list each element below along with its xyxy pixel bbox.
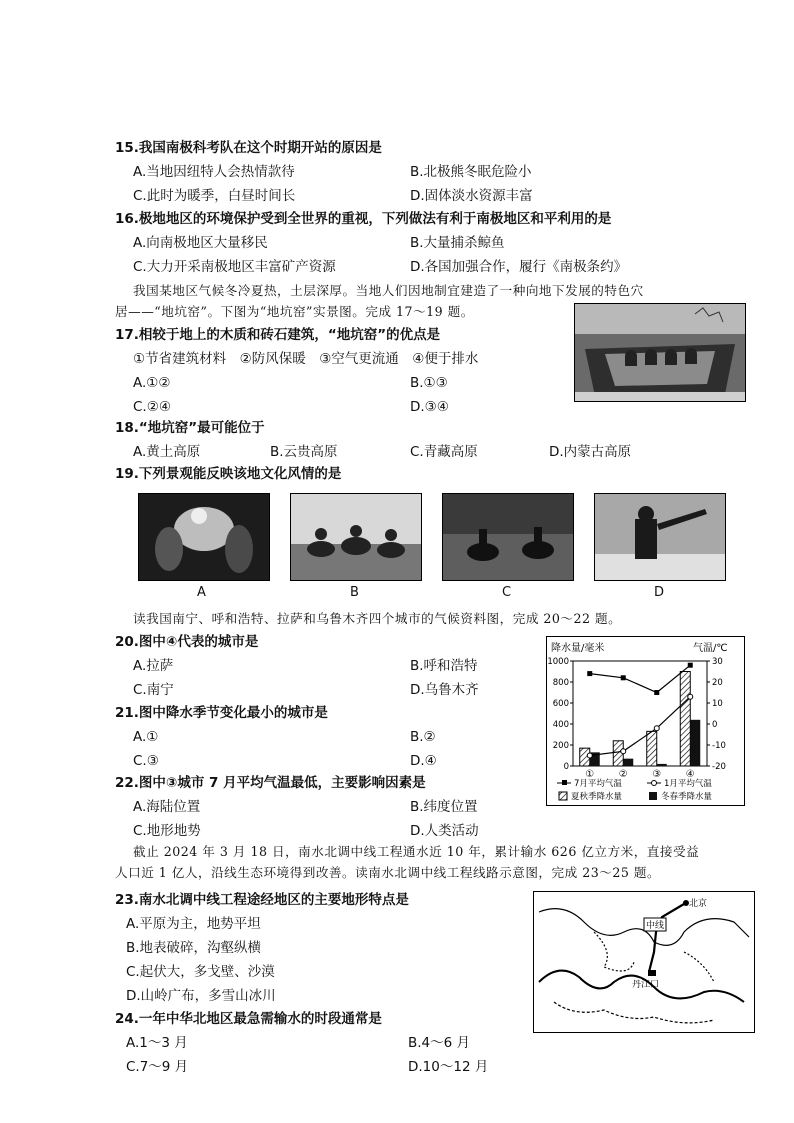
q21-option-b: B.② bbox=[410, 729, 436, 745]
photo-c-horse-riders bbox=[442, 493, 574, 581]
q23-option-a: A.平原为主，地势平坦 bbox=[126, 916, 261, 932]
q15-stem: 15.我国南极科考队在这个时期开站的原因是 bbox=[115, 140, 382, 156]
q21-stem: 21.图中降水季节变化最小的城市是 bbox=[115, 705, 328, 721]
q17-stem: 17.相较于地上的木质和砖石建筑，“地坑窑”的优点是 bbox=[115, 327, 441, 343]
legend-jan-marker bbox=[652, 781, 657, 786]
y-tick-label: 600 bbox=[552, 699, 569, 709]
q18-option-b: B.云贵高原 bbox=[270, 444, 338, 460]
y2-tick-label: -10 bbox=[712, 741, 726, 751]
q17-items: ①节省建筑材料 ②防风保暖 ③空气更流通 ④便于排水 bbox=[133, 351, 479, 367]
route-map bbox=[533, 891, 755, 1033]
q17-option-d: D.③④ bbox=[410, 399, 449, 415]
q23-option-b: B.地表破碎，沟壑纵横 bbox=[126, 940, 262, 956]
q17-option-b: B.①③ bbox=[410, 375, 448, 391]
category-label: ④ bbox=[685, 769, 695, 780]
y2-tick-label: 0 bbox=[712, 720, 718, 730]
photo-label-b: B bbox=[350, 585, 359, 600]
bar-summer-precip bbox=[680, 672, 690, 767]
q23-option-d: D.山岭广布，多雪山冰川 bbox=[126, 988, 276, 1004]
y2-tick-label: 10 bbox=[712, 699, 723, 709]
q22-stem: 22.图中③城市 7 月平均气温最低，主要影响因素是 bbox=[115, 775, 426, 791]
line-jan-temp bbox=[590, 697, 691, 756]
y2-tick-label: -20 bbox=[712, 762, 726, 772]
point-july-temp bbox=[654, 690, 659, 695]
photo-label-c: C bbox=[502, 585, 512, 600]
q16-option-b: B.大量捕杀鲸鱼 bbox=[410, 235, 505, 251]
q15-option-c: C.此时为暖季，白昼时间长 bbox=[133, 188, 296, 204]
q24-option-a: A.1～3 月 bbox=[126, 1035, 188, 1051]
point-july-temp bbox=[621, 675, 626, 680]
intro1-line2: 居——“地坑窑”。下图为“地坑窑”实景图。完成 17～19 题。 bbox=[115, 304, 474, 319]
y2-tick-label: 30 bbox=[712, 657, 723, 667]
point-jan-temp bbox=[621, 749, 626, 754]
intro3-line2: 人口近 1 亿人，沿线生态环境得到改善。读南水北调中线工程线路示意图，完成 23～25 题。 bbox=[115, 865, 661, 880]
intro1-line1: 我国某地区气候冬冷夏热，土层深厚。当地人们因地制宜建造了一种向地下发展的特色穴 bbox=[133, 283, 644, 298]
chart-ylabel: 降水量/毫米 bbox=[551, 643, 605, 654]
photo-b-horse-racing bbox=[290, 493, 422, 581]
map-danjiangkou-marker bbox=[648, 970, 656, 976]
q21-option-a: A.① bbox=[133, 729, 159, 745]
q16-option-c: C.大力开采南极地区丰富矿产资源 bbox=[133, 259, 336, 275]
climate-chart bbox=[546, 636, 745, 806]
q16-option-d: D.各国加强合作，履行《南极条约》 bbox=[410, 259, 628, 275]
q15-option-a: A.当地因纽特人会热情款待 bbox=[133, 164, 295, 180]
map-label-zhongxian: 中线 bbox=[646, 921, 665, 931]
bar-winter-precip bbox=[690, 720, 700, 766]
bar-winter-precip bbox=[623, 759, 633, 766]
y-tick-label: 400 bbox=[552, 720, 569, 730]
q18-stem: 18.“地坑窑”最可能位于 bbox=[115, 420, 265, 436]
point-jan-temp bbox=[587, 753, 592, 758]
point-jan-temp bbox=[688, 694, 693, 699]
point-jan-temp bbox=[654, 726, 659, 731]
q20-option-c: C.南宁 bbox=[133, 682, 174, 698]
y-tick-label: 0 bbox=[563, 762, 569, 772]
q23-option-c: C.起伏大，多戈壁、沙漠 bbox=[126, 964, 275, 980]
q20-stem: 20.图中④代表的城市是 bbox=[115, 634, 259, 650]
legend-summer-precip: 夏秋季降水量 bbox=[571, 792, 623, 802]
map-label-danjiangkou: 丹江口 bbox=[632, 980, 660, 990]
q20-option-b: B.呼和浩特 bbox=[410, 658, 478, 674]
category-label: ② bbox=[618, 769, 628, 780]
y-tick-label: 200 bbox=[552, 741, 569, 751]
q19-stem: 19.下列景观能反映该地文化风情的是 bbox=[115, 466, 342, 482]
bar-summer-precip bbox=[647, 731, 657, 766]
legend-july-temp: 7月平均气温 bbox=[574, 779, 622, 789]
photo-label-d: D bbox=[654, 585, 665, 600]
q16-option-a: A.向南极地区大量移民 bbox=[133, 235, 268, 251]
q22-option-d: D.人类活动 bbox=[410, 823, 479, 839]
q15-option-d: D.固体淡水资源丰富 bbox=[410, 188, 533, 204]
legend-july-marker bbox=[562, 780, 567, 785]
intro3-line1: 截止 2024 年 3 月 18 日，南水北调中线工程通水近 10 年，累计输水 626 亿立方米，直接受益 bbox=[133, 844, 700, 859]
intro2-line1: 读我国南宁、呼和浩特、拉萨和乌鲁木齐四个城市的气候资料图，完成 20～22 题。 bbox=[133, 611, 622, 626]
map-route-line bbox=[649, 904, 684, 972]
category-label: ① bbox=[585, 769, 595, 780]
q23-stem: 23.南水北调中线工程途经地区的主要地形特点是 bbox=[115, 892, 409, 908]
legend-summer-swatch bbox=[559, 792, 567, 800]
q18-option-a: A.黄土高原 bbox=[133, 444, 201, 460]
q21-option-d: D.④ bbox=[410, 753, 437, 769]
climate-chart-svg bbox=[547, 637, 744, 805]
point-july-temp bbox=[688, 663, 693, 668]
point-july-temp bbox=[587, 671, 592, 676]
q18-option-d: D.内蒙古高原 bbox=[549, 444, 632, 460]
bar-winter-precip bbox=[657, 764, 667, 766]
y-tick-label: 800 bbox=[552, 678, 569, 688]
q24-option-d: D.10～12 月 bbox=[408, 1059, 489, 1075]
q16-stem: 16.极地地区的环境保护受到全世界的重视，下列做法有利于南极地区和平利用的是 bbox=[115, 211, 612, 227]
y2-tick-label: 20 bbox=[712, 678, 723, 688]
legend-winter-precip: 冬春季降水量 bbox=[661, 792, 713, 802]
q22-option-b: B.纬度位置 bbox=[410, 799, 478, 815]
q24-option-b: B.4～6 月 bbox=[408, 1035, 471, 1051]
q22-option-c: C.地形地势 bbox=[133, 823, 201, 839]
dikengyao-photo bbox=[574, 303, 746, 402]
q24-option-c: C.7～9 月 bbox=[126, 1059, 189, 1075]
q24-stem: 24.一年中华北地区最急需输水的时段通常是 bbox=[115, 1011, 382, 1027]
q22-option-a: A.海陆位置 bbox=[133, 799, 201, 815]
photo-label-a: A bbox=[197, 585, 206, 600]
map-label-beijing: 北京 bbox=[689, 899, 708, 909]
photo-a-water-splashing bbox=[138, 493, 270, 581]
q17-option-a: A.①② bbox=[133, 375, 171, 391]
category-label: ③ bbox=[652, 769, 662, 780]
q17-option-c: C.②④ bbox=[133, 399, 171, 415]
photo-d-performer bbox=[594, 493, 726, 581]
q20-option-a: A.拉萨 bbox=[133, 658, 174, 674]
legend-jan-temp: 1月平均气温 bbox=[664, 779, 712, 789]
line-july-temp bbox=[590, 665, 691, 692]
q15-option-b: B.北极熊冬眠危险小 bbox=[410, 164, 532, 180]
chart-y2label: 气温/℃ bbox=[693, 643, 728, 654]
legend-winter-swatch bbox=[649, 792, 657, 800]
q20-option-d: D.乌鲁木齐 bbox=[410, 682, 479, 698]
q21-option-c: C.③ bbox=[133, 753, 159, 769]
y-tick-label: 1000 bbox=[547, 657, 569, 667]
q18-option-c: C.青藏高原 bbox=[410, 444, 478, 460]
